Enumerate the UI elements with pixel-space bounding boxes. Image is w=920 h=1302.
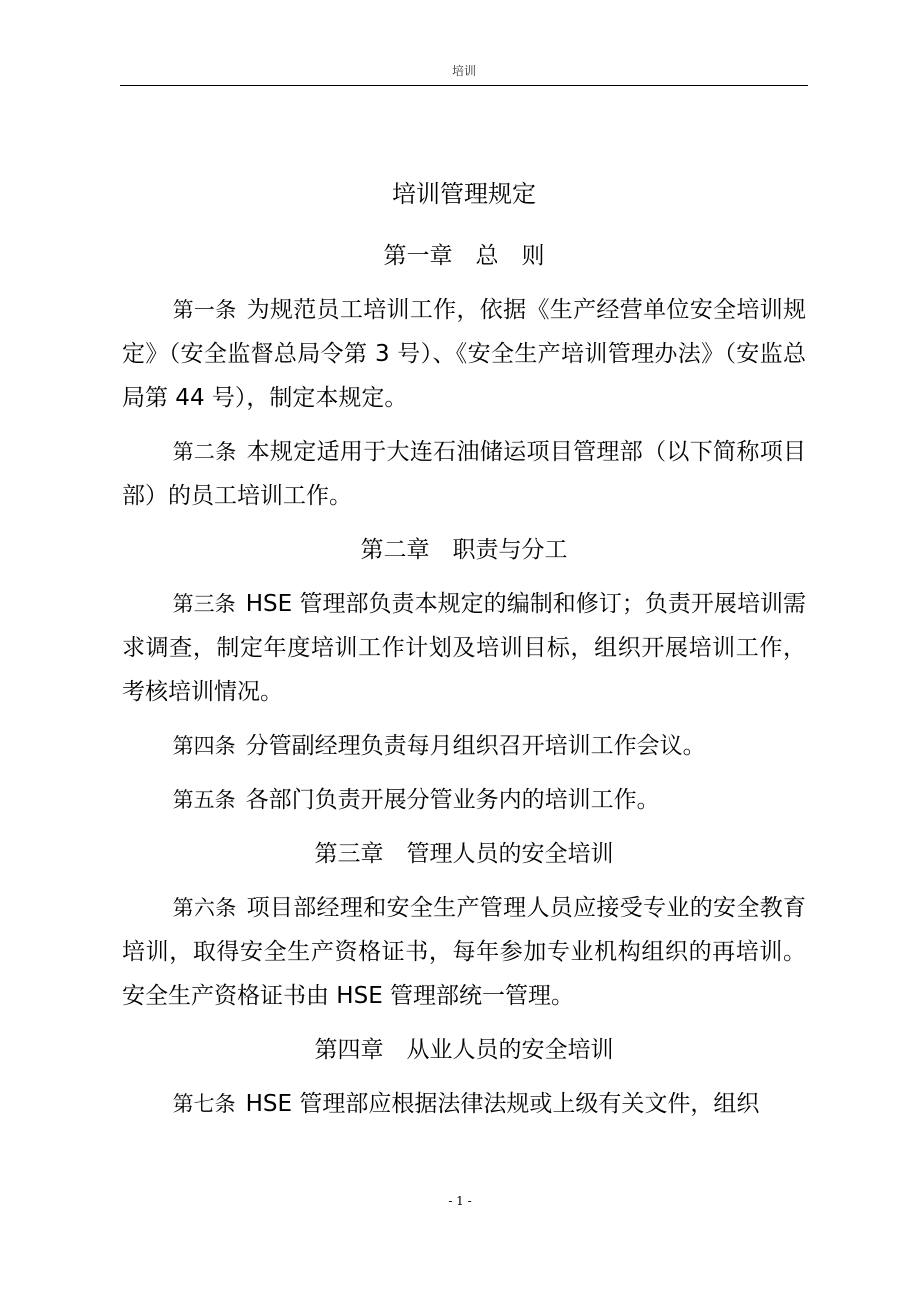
article-paragraph bbox=[122, 430, 806, 518]
chapter-heading: 第四章 从业人员的安全培训 bbox=[314, 1037, 614, 1063]
page-number: - 1 - bbox=[448, 1194, 472, 1208]
article-number: 第六条 bbox=[172, 896, 237, 920]
chapter-heading: 第一章 总 则 bbox=[383, 243, 545, 269]
article-paragraph bbox=[122, 724, 806, 768]
header-rule bbox=[120, 85, 808, 86]
chapter-heading: 第二章 职责与分工 bbox=[360, 537, 568, 563]
article-text: 本规定适用于大连石油储运项目管理部（以下简称项目部）的员工培训工作。 bbox=[122, 439, 807, 509]
article-paragraph bbox=[122, 1082, 806, 1126]
article-number: 第五条 bbox=[172, 788, 236, 812]
chapter-heading: 第三章 管理人员的安全培训 bbox=[314, 841, 614, 867]
article-number: 第二条 bbox=[172, 440, 237, 464]
article-number: 第三条 bbox=[172, 592, 236, 616]
article-text: HSE 管理部负责本规定的编制和修订；负责开展培训需求调查，制定年度培训工作计划及培训目标，组织开展培训工作，考核培训情况。 bbox=[122, 591, 807, 705]
running-header: 培训 bbox=[451, 64, 476, 78]
article-paragraph bbox=[122, 778, 806, 822]
article-text: HSE 管理部应根据法律法规或上级有关文件，组织 bbox=[245, 1091, 760, 1117]
article-number: 第七条 bbox=[172, 1092, 236, 1116]
article-text: 项目部经理和安全生产管理人员应接受专业的安全教育培训，取得安全生产资格证书，每年参加专业机构组织的再培训。安全生产资格证书由 HSE 管理部统一管理。 bbox=[122, 895, 807, 1009]
article-paragraph bbox=[122, 886, 806, 1018]
document-body bbox=[122, 172, 806, 1136]
document-title: 培训管理规定 bbox=[392, 180, 536, 208]
article-text: 分管副经理负责每月组织召开培训工作会议。 bbox=[245, 733, 706, 759]
article-number: 第四条 bbox=[172, 734, 236, 758]
article-paragraph bbox=[122, 288, 806, 420]
article-number: 第一条 bbox=[172, 298, 237, 322]
article-text: 为规范员工培训工作，依据《生产经营单位安全培训规定》（安全监督总局令第 3 号）、《安全生产培训管理办法》（安监总局第 44 号），制定本规定。 bbox=[122, 297, 807, 411]
article-text: 各部门负责开展分管业务内的培训工作。 bbox=[245, 787, 660, 813]
article-paragraph bbox=[122, 582, 806, 714]
